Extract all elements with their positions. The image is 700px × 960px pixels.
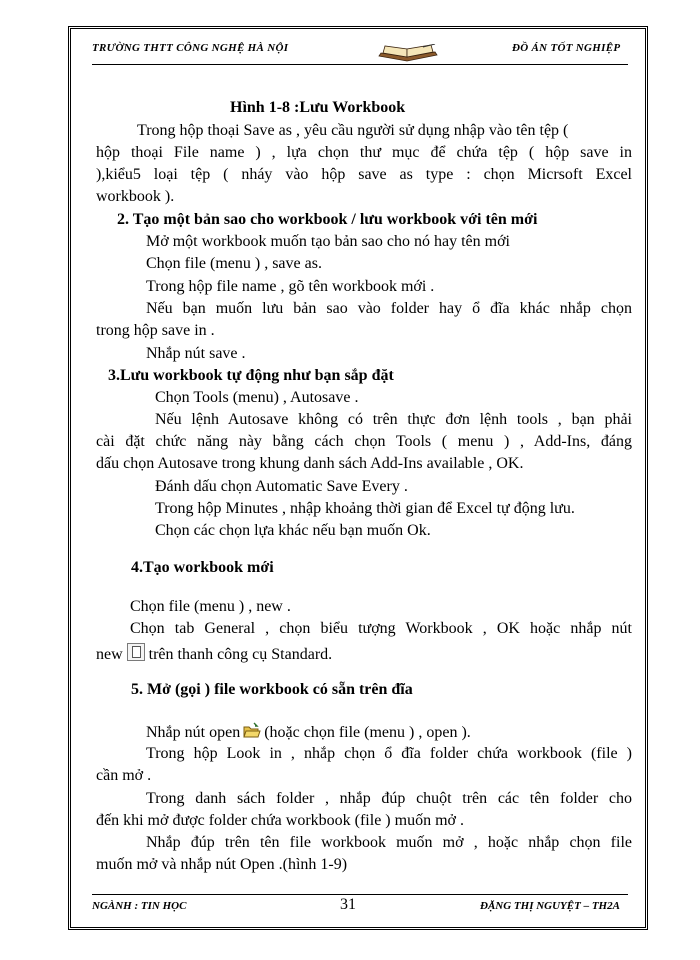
heading-2: 2. Tạo một bản sao cho workbook / lưu workbook với tên mới	[117, 211, 538, 228]
s3-line-1: Chọn Tools (menu) , Autosave .	[155, 389, 359, 406]
s4-toolbar-text: trên thanh công cụ Standard.	[148, 646, 333, 663]
s5-line-6: Nhắp đúp trên tên file workbook muốn mở , hoặc nhắp chọn file	[146, 834, 632, 851]
s4-new-word: new	[96, 646, 123, 663]
s5-line-5: đến khi mở được folder chứa workbook (file ) muốn mở .	[96, 812, 464, 829]
s2-line-6: Nhắp nút save .	[146, 345, 246, 362]
s2-line-5: trong hộp save in .	[96, 322, 215, 339]
footer-major: NGÀNH : TIN HỌC	[92, 900, 187, 912]
page-number: 31	[340, 896, 356, 913]
heading-5: 5. Mở (gọi ) file workbook có sẵn trên đĩa	[131, 681, 413, 698]
s3-line-5: Đánh dấu chọn Automatic Save Every .	[155, 478, 408, 495]
header-school: TRƯỜNG THTT CÔNG NGHỆ HÀ NỘI	[92, 42, 289, 54]
s4-line-2: Chọn tab General , chọn biểu tượng Workbook , OK hoặc nhắp nút	[130, 620, 632, 637]
new-document-icon	[127, 643, 145, 661]
s5-line-3: cần mở .	[96, 767, 152, 784]
heading-4: 4.Tạo workbook mới	[131, 559, 274, 576]
p1-line-1: Trong hộp thoại Save as , yêu cầu người sử dụng nhập vào tên tệp (	[137, 122, 569, 139]
footer-author: ĐẶNG THỊ NGUYỆT – TH2A	[480, 900, 620, 912]
s3-line-2: Nếu lệnh Autosave không có trên thực đơn lệnh tools , bạn phải	[155, 411, 632, 428]
p1-line-4: workbook ).	[96, 188, 175, 205]
s2-line-1: Mở một workbook muốn tạo bản sao cho nó hay tên mới	[146, 233, 510, 250]
s5-line-7: muốn mở và nhắp nút Open .(hình 1-9)	[96, 856, 348, 873]
s3-line-7: Chọn các chọn lựa khác nếu bạn muốn Ok.	[155, 522, 431, 539]
s4-line-1: Chọn file (menu ) , new .	[130, 598, 291, 615]
footer-rule	[92, 894, 628, 895]
s2-line-3: Trong hộp file name , gõ tên workbook mới .	[146, 278, 435, 295]
s2-line-2: Chọn file (menu ) , save as.	[146, 255, 322, 272]
open-folder-icon	[243, 722, 261, 740]
p1-line-3: ),kiểu5 loại tệp ( nháy vào hộp save as type : chọn Micrsoft Excel	[96, 166, 632, 183]
s5-line-4: Trong danh sách folder , nhắp đúp chuột trên các tên folder cho	[146, 790, 632, 807]
header-project: ĐỒ ÁN TỐT NGHIỆP	[512, 42, 621, 54]
s4-line-3	[96, 643, 332, 665]
s3-line-6: Trong hộp Minutes , nhập khoảng thời gian để Excel tự động lưu.	[155, 500, 575, 517]
header-rule	[92, 64, 628, 65]
s5-open-text: Nhắp nút open	[146, 724, 241, 741]
heading-3: 3.Lưu workbook tự động như bạn sắp đặt	[108, 367, 394, 384]
s5-line-1	[146, 722, 471, 743]
s2-line-4: Nếu bạn muốn lưu bản sao vào folder hay ổ đĩa khác nhắp chọn	[146, 300, 632, 317]
s5-open-paren: (hoặc chọn file (menu ) , open ).	[264, 724, 471, 741]
s5-line-2: Trong hộp Look in , nhắp chọn ổ đĩa folder chứa workbook (file )	[146, 745, 632, 762]
s3-line-4: dấu chọn Autosave trong khung danh sách Add-Ins available , OK.	[96, 455, 524, 472]
figure-caption: Hình 1-8 :Lưu Workbook	[230, 99, 406, 116]
p1-line-2: hộp thoại File name ) , lựa chọn thư mục để chứa tệp ( hộp save in	[96, 144, 632, 161]
open-book-icon	[377, 44, 439, 64]
s3-line-3: cài đặt chức năng này bằng cách chọn Tools ( menu ) , Add-Ins, đáng	[96, 433, 632, 450]
